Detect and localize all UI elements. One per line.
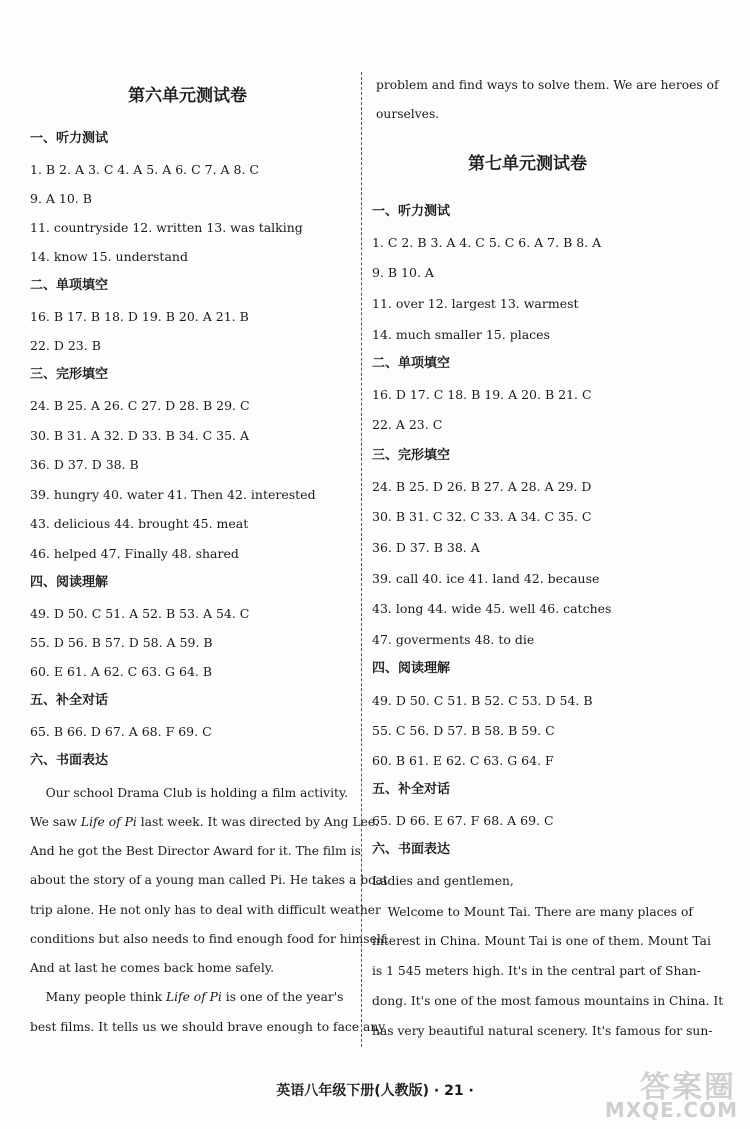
essay-line: We saw Life of Pi last week. It was directed by Ang Lee. xyxy=(30,815,380,829)
essay-line: dong. It's one of the most famous mountains in China. It xyxy=(372,994,724,1008)
unit6-heading-dialogue: 五、补全对话 xyxy=(30,693,109,708)
answer-line: 55. C 56. D 57. B 58. B 59. C xyxy=(372,723,555,738)
answer-line: 24. B 25. A 26. C 27. D 28. B 29. C xyxy=(30,398,250,413)
unit6-title: 第六单元测试卷 xyxy=(128,86,247,106)
unit6-heading-writing: 六、书面表达 xyxy=(30,753,109,768)
unit7-heading-listening: 一、听力测试 xyxy=(372,204,451,219)
watermark-bottom-text: MXQE.COM xyxy=(604,1098,738,1122)
unit6-heading-cloze: 三、完形填空 xyxy=(30,367,109,382)
unit7-heading-cloze: 三、完形填空 xyxy=(372,448,451,463)
column-divider xyxy=(361,72,362,1047)
answer-line: 14. know 15. understand xyxy=(30,249,188,264)
answer-line: 36. D 37. D 38. B xyxy=(30,457,139,472)
answer-line: 24. B 25. D 26. B 27. A 28. A 29. D xyxy=(372,479,592,494)
essay-line: trip alone. He not only has to deal with difficult weather xyxy=(30,903,381,917)
answer-line: 60. E 61. A 62. C 63. G 64. B xyxy=(30,664,213,679)
answer-line: 9. B 10. A xyxy=(372,265,434,280)
answer-line: 11. countryside 12. written 13. was talking xyxy=(30,220,303,235)
essay-line: about the story of a young man called Pi. He takes a boat xyxy=(30,873,388,887)
essay-line: And he got the Best Director Award for it. The film is xyxy=(30,844,361,858)
unit7-heading-writing: 六、书面表达 xyxy=(372,842,451,857)
essay-line: interest in China. Mount Tai is one of them. Mount Tai xyxy=(372,934,711,948)
answer-line: 1. B 2. A 3. C 4. A 5. A 6. C 7. A 8. C xyxy=(30,162,259,177)
essay-line: Our school Drama Club is holding a film activity. xyxy=(30,786,349,800)
answer-line: 65. D 66. E 67. F 68. A 69. C xyxy=(372,813,554,828)
essay-line: problem and find ways to solve them. We are heroes of xyxy=(376,78,719,92)
essay-line: ourselves. xyxy=(376,107,440,121)
answer-line: 36. D 37. B 38. A xyxy=(372,540,480,555)
watermark-top-text: 答案圈 xyxy=(640,1070,736,1105)
unit7-title: 第七单元测试卷 xyxy=(468,154,587,174)
unit7-heading-reading: 四、阅读理解 xyxy=(372,661,451,676)
answer-line: 49. D 50. C 51. A 52. B 53. A 54. C xyxy=(30,606,250,621)
answer-line: 49. D 50. C 51. B 52. C 53. D 54. B xyxy=(372,693,593,708)
answer-line: 43. delicious 44. brought 45. meat xyxy=(30,516,249,531)
answer-line: 30. B 31. C 32. C 33. A 34. C 35. C xyxy=(372,509,592,524)
essay-line: has very beautiful natural scenery. It's famous for sun- xyxy=(372,1024,713,1038)
answer-line: 1. C 2. B 3. A 4. C 5. C 6. A 7. B 8. A xyxy=(372,235,602,250)
answer-line: 39. call 40. ice 41. land 42. because xyxy=(372,571,600,586)
watermark-logo xyxy=(602,1062,742,1124)
answer-line: 22. D 23. B xyxy=(30,338,101,353)
unit6-heading-single-choice: 二、单项填空 xyxy=(30,278,109,293)
answer-line: 16. B 17. B 18. D 19. B 20. A 21. B xyxy=(30,309,249,324)
answer-line: 65. B 66. D 67. A 68. F 69. C xyxy=(30,724,212,739)
essay-line: is 1 545 meters high. It's in the central part of Shan- xyxy=(372,964,701,978)
unit7-heading-dialogue: 五、补全对话 xyxy=(372,782,451,797)
answer-line: 46. helped 47. Finally 48. shared xyxy=(30,546,239,561)
answer-line: 11. over 12. largest 13. warmest xyxy=(372,296,579,311)
unit7-heading-single-choice: 二、单项填空 xyxy=(372,356,451,371)
answer-line: 30. B 31. A 32. D 33. B 34. C 35. A xyxy=(30,428,249,443)
answer-line: 60. B 61. E 62. C 63. G 64. F xyxy=(372,753,554,768)
essay-line: best films. It tells us we should brave enough to face any xyxy=(30,1020,386,1034)
answer-line: 55. D 56. B 57. D 58. A 59. B xyxy=(30,635,213,650)
essay-line: Ladies and gentlemen, xyxy=(372,874,514,888)
unit6-heading-reading: 四、阅读理解 xyxy=(30,575,109,590)
essay-line: conditions but also needs to find enough food for himself. xyxy=(30,932,389,946)
essay-line: Welcome to Mount Tai. There are many places of xyxy=(372,905,693,919)
answer-line: 43. long 44. wide 45. well 46. catches xyxy=(372,601,612,616)
essay-line: Many people think Life of Pi is one of the year's xyxy=(30,990,344,1004)
answer-line: 9. A 10. B xyxy=(30,191,92,206)
unit6-heading-listening: 一、听力测试 xyxy=(30,131,109,146)
answer-line: 22. A 23. C xyxy=(372,417,443,432)
answer-line: 39. hungry 40. water 41. Then 42. interested xyxy=(30,487,316,502)
answer-line: 47. goverments 48. to die xyxy=(372,632,535,647)
page-footer: 英语八年级下册(人教版) · 21 · xyxy=(276,1083,474,1099)
answer-line: 16. D 17. C 18. B 19. A 20. B 21. C xyxy=(372,387,592,402)
answer-line: 14. much smaller 15. places xyxy=(372,327,550,342)
essay-line: And at last he comes back home safely. xyxy=(30,961,274,975)
